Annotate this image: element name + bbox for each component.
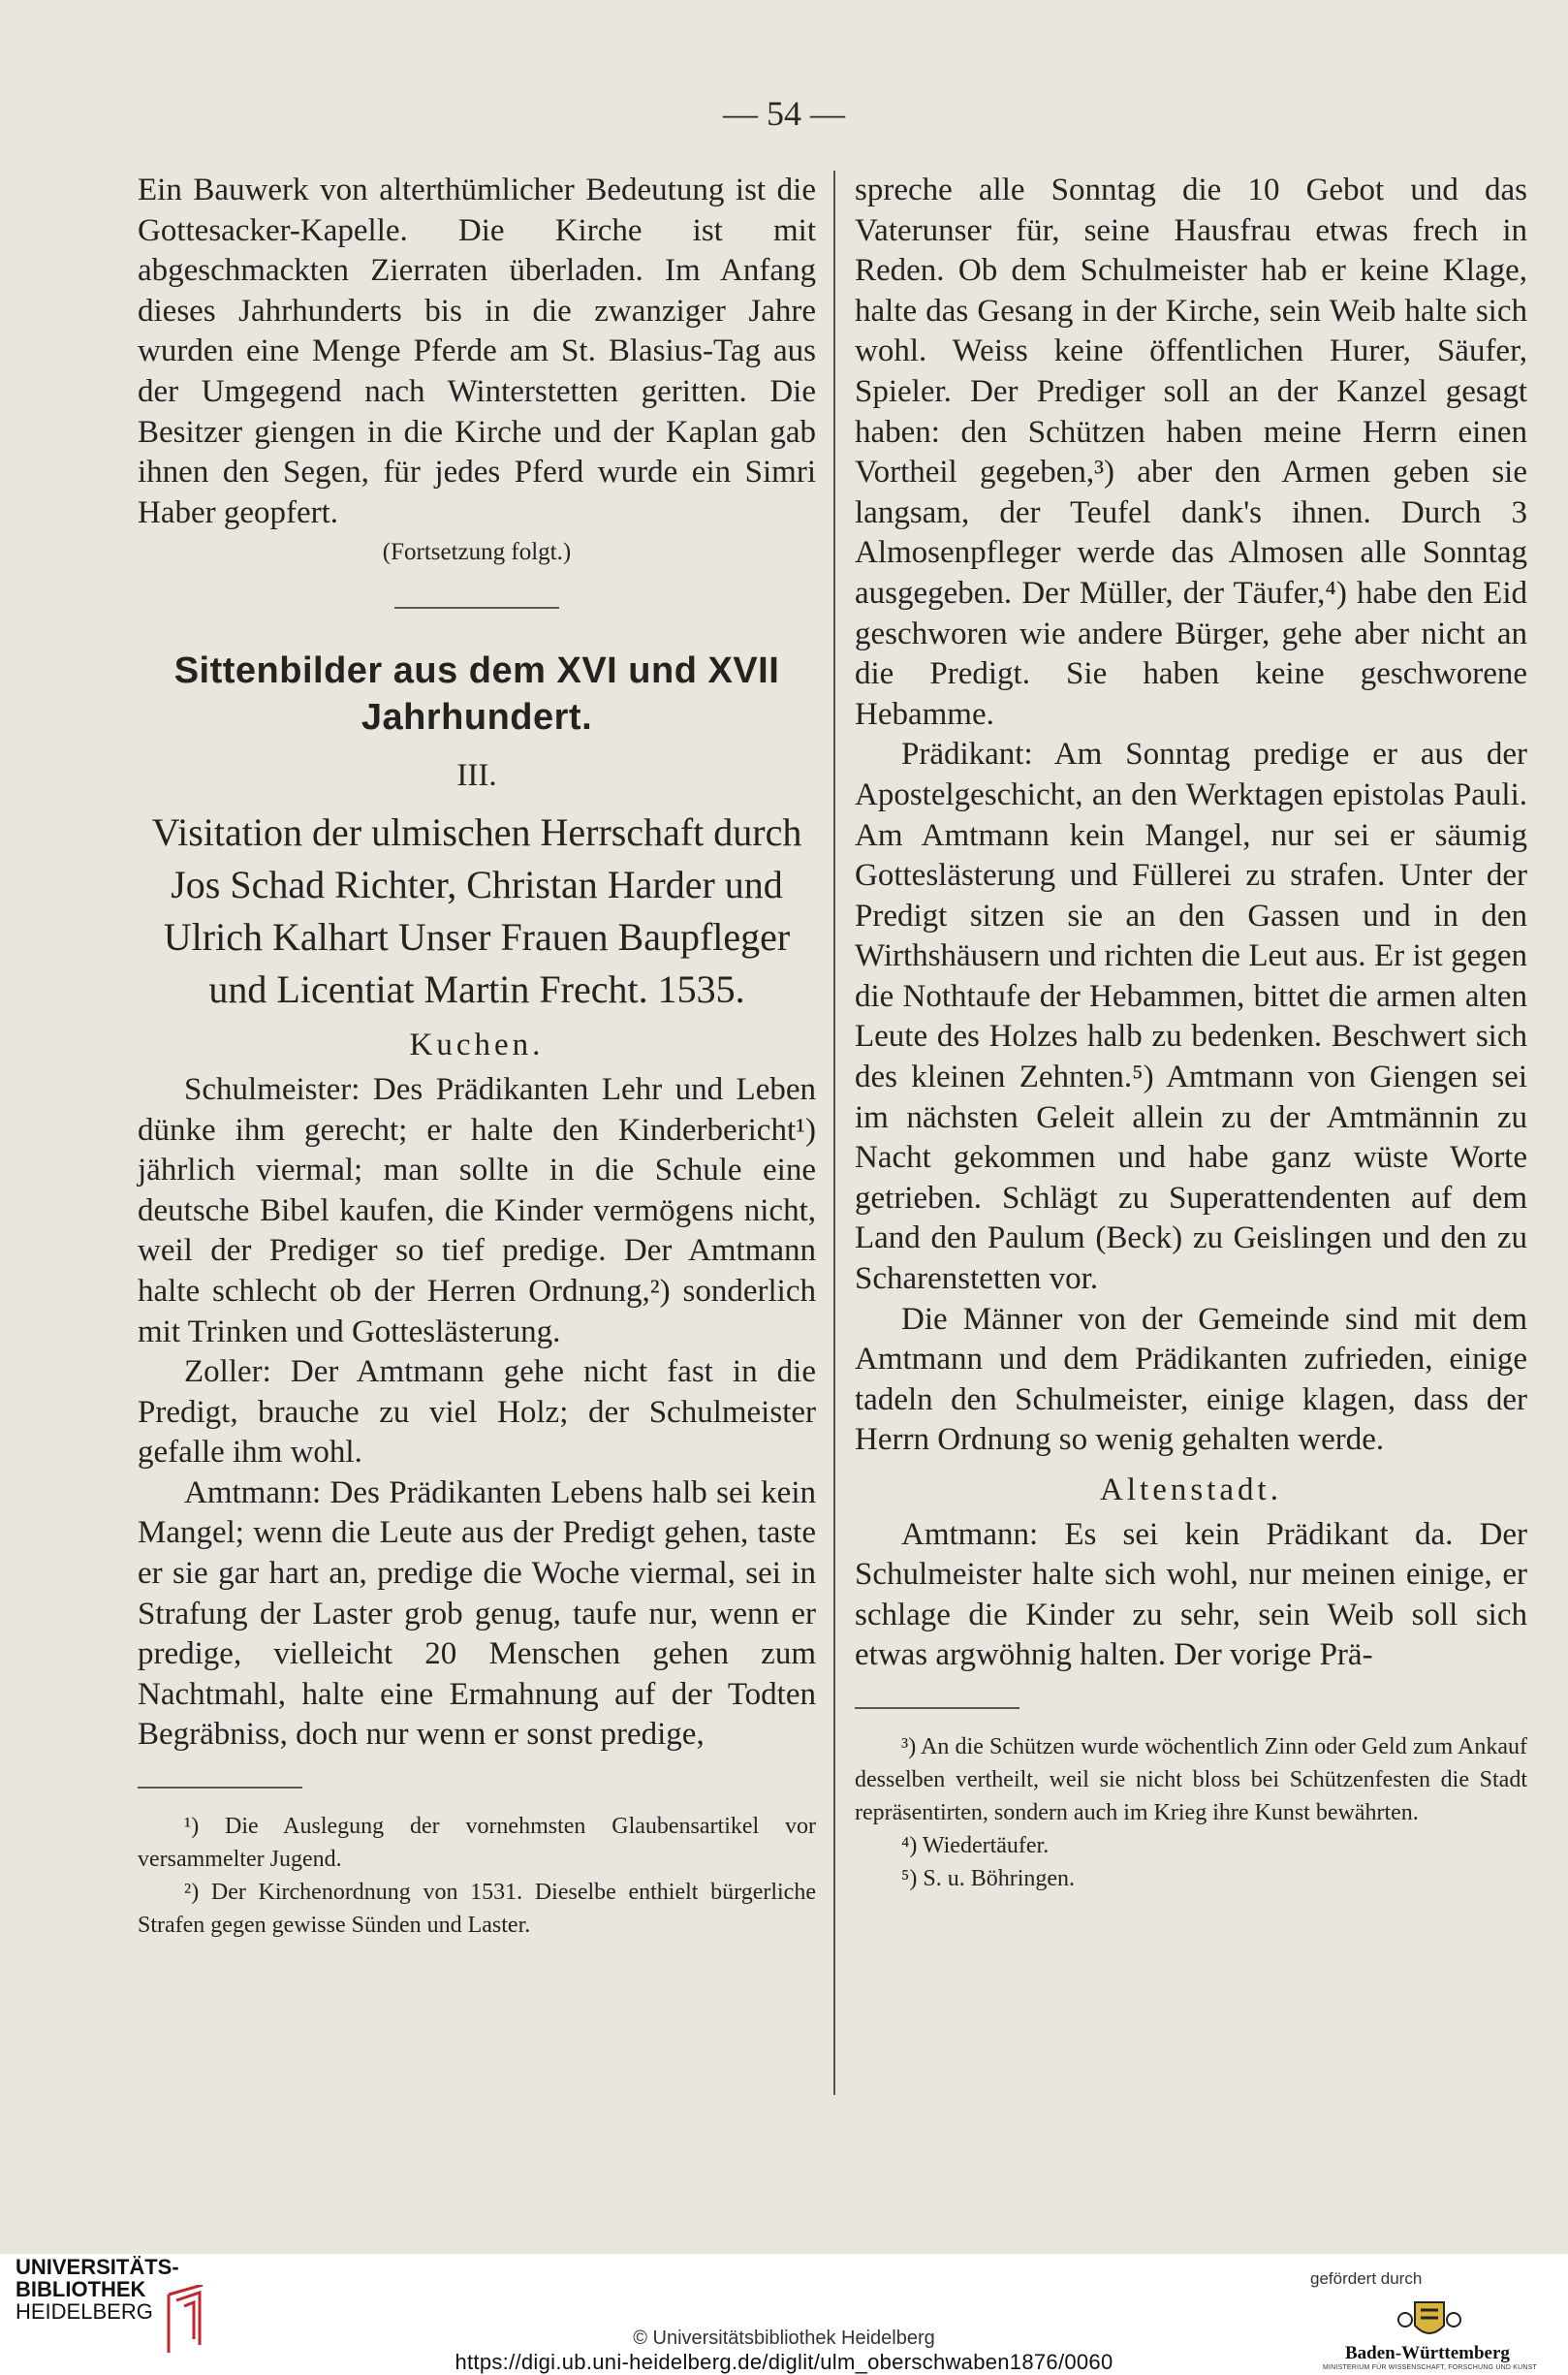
place-heading-altenstadt: Altenstadt. — [1100, 1472, 1282, 1507]
article-heading: Sittenbilder aus dem XVI und XVII Jahrhundert. — [173, 650, 780, 739]
paragraph-bauwerk: Ein Bauwerk von alterthümlicher Bedeutung ist die Gottesacker-Kapelle. Die Kirche ist mit abgeschmackten Zierraten überladen. Im Anfang dieses Jahrhunderts bis in die zwanziger Jahre wurden eine Menge Pferde am St. Blasius-Tag aus der Umgegend nach Winterstetten geritten. Die Besitzer giengen in die Kirche und der Kaplan gab ihnen den Segen, für jedes Pferd wurde ein Simri Haber geopfert. — [138, 173, 816, 530]
paragraph-schulmeister: Schulmeister: Des Prädikanten Lehr und Leben dünke ihm gerecht; er halte den Kinderbericht¹) jährlich viermal; man sollte in die Schule eine deutsche Bibel kaufen, die Kinder vermögens nicht, weil der Prediger so tief predige. Der Amtmann halte schlecht ob der Herren Ordnung,²) sonderlich mit Trinken und Gotteslästerung. — [138, 1071, 816, 1349]
library-name-line: HEIDELBERG — [16, 2299, 153, 2324]
permalink-url[interactable]: https://digi.ub.uni-heidelberg.de/diglit/ulm_oberschwaben1876/0060 — [455, 2350, 1113, 2374]
footnote-3: ³) An die Schützen wurde wöchentlich Zinn oder Geld zum Ankauf desselben vertheilt, weil sie nicht bloss bei Schützenfesten die Stadt repräsentirten, sondern auch im Krieg ihre Kunst bewährten. — [855, 1733, 1527, 1825]
column-divider — [833, 171, 835, 2095]
paragraph-zoller: Zoller: Der Amtmann gehe nicht fast in die Predigt, brauche zu viel Holz; der Schulmeister gefalle ihm wohl. — [138, 1354, 816, 1471]
paragraph-praedikant: Prädikant: Am Sonntag predige er aus der Apostelgeschicht, an den Werktagen epistolas Pauli. Am Amtmann kein Mangel, nur sei er säumig Gotteslästerung und Füllerei zu strafen. Unter der Predigt sitzen sie an den Gassen und in den Wirthshäusern und richten die Leut aus. Er ist gegen die Nothtaufe der Hebammen, bittet die armen alten Leute des Holzes halb zu bedenken. Beschwert sich des kleinen Zehnten.⁵) Amtmann von Giengen sei im nächsten Geleit allein zu der Amtmännin zu Nacht gekommen und habe ganz wüste Worte getrieben. Schlägt zu Superattendenten auf dem Land den Paulum (Beck) zu Geislingen und den zu Scharenstetten vor. — [855, 737, 1527, 1297]
page-number: — 54 — — [723, 94, 845, 133]
footnote-rule — [855, 1707, 1019, 1709]
part-number: III. — [456, 758, 497, 794]
ministry-subtitle: MINISTERIUM FÜR WISSENSCHAFT, FORSCHUNG UND KUNST — [1323, 2364, 1537, 2371]
library-name-line: BIBLIOTHEK — [16, 2277, 146, 2301]
right-column — [855, 171, 1527, 1895]
copyright-notice: © Universitätsbibliothek Heidelberg — [633, 2328, 935, 2349]
place-heading-kuchen: Kuchen. — [409, 1028, 545, 1063]
ministry-name: Baden-Württemberg — [1345, 2343, 1510, 2363]
footnote-2: ²) Der Kirchenordnung von 1531. Dieselbe enthielt bürgerliche Strafen gegen gewisse Sünden und Laster. — [138, 1880, 816, 1939]
paragraph-spreche: spreche alle Sonntag die 10 Gebot und das Vaterunser für, seine Hausfrau etwas frech in Reden. Ob dem Schulmeister hab er keine Klage, halte das Gesang in der Kirche, sein Weib halte sich wohl. Weiss keine öffentlichen Hurer, Säufer, Spieler. Der Prediger soll an der Kanzel gesagt haben: den Schützen haben meine Herrn einen Vortheil gegeben,³) aber den Armen geben sie langsam, der Teufel dank's ihnen. Durch 3 Almosenpfleger werde das Almosen alle Sonntag ausgegeben. Der Müller, der Täufer,⁴) habe den Eid geschworen wie andere Bürger, gehe aber nicht an die Predigt. Sie haben keine geschworene Hebamme. — [855, 173, 1527, 732]
footnote-1: ¹) Die Auslegung der vornehmsten Glaubensartikel vor versammelter Jugend. — [138, 1814, 816, 1873]
footnote-4: ⁴) Wiedertäufer. — [901, 1832, 1050, 1858]
funded-by-label: gefördert durch — [1310, 2269, 1423, 2288]
paragraph-amtmann: Amtmann: Des Prädikanten Lebens halb sei kein Mangel; wenn die Leute aus der Predigt gehen, taste er sie gar hart an, predige die Woche viermal, sei in Strafung der Laster grob genug, taufe nur, wenn er predige, vielleicht 20 Menschen gehen zum Nachtmahl, halte eine Ermahnung auf der Todten Begräbniss, doch nur wenn er sonst predige, — [138, 1474, 816, 1753]
article-subheading: Visitation der ulmischen Herrschaft durch Jos Schad Richter, Christan Harder und Ulrich Kalhart Unser Frauen Baupfleger und Licentiat Martin Frecht. 1535. — [151, 810, 802, 1012]
continuation-note: (Fortsetzung folgt.) — [382, 539, 572, 566]
paragraph-amtmann-altenstadt: Amtmann: Es sei kein Prädikant da. Der Schulmeister halte sich wohl, nur meinen einige, er schlage die Kinder zu sehr, sein Weib soll sich etwas argwöhnig halten. Der vorige Prä- — [855, 1516, 1527, 1673]
footer-bar — [0, 2254, 1568, 2375]
footnote-rule — [138, 1787, 302, 1789]
section-divider — [394, 607, 559, 609]
left-column — [138, 171, 816, 1942]
paragraph-maenner: Die Männer von der Gemeinde sind mit dem Amtmann und dem Prädikanten zufrieden, einige tadeln den Schulmeister, einige klagen, dass der Herrn Ordnung so wenig gehalten werde. — [855, 1301, 1527, 1458]
coat-of-arms-icon — [1396, 2298, 1463, 2343]
footnote-5: ⁵) S. u. Böhringen. — [901, 1865, 1076, 1891]
library-name-line: UNIVERSITÄTS- — [16, 2255, 179, 2279]
